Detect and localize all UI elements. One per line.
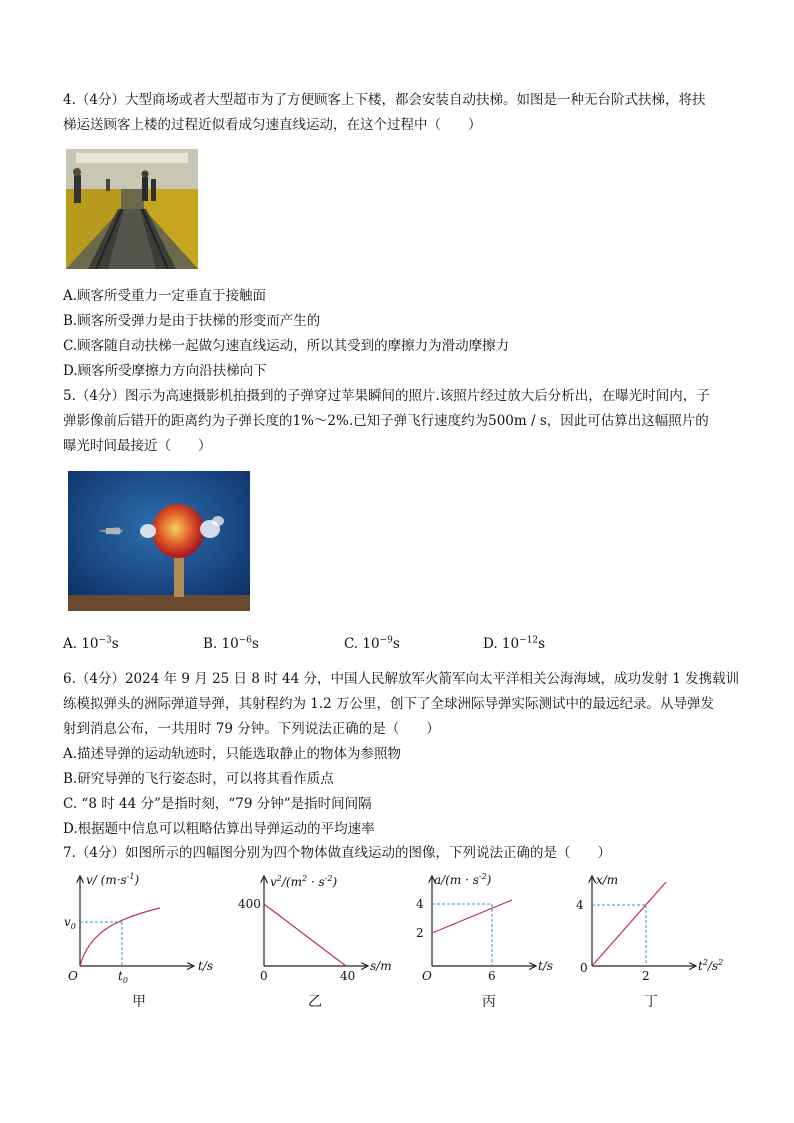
yi-x-tick: 40 <box>340 969 356 983</box>
jia-origin: O <box>68 969 78 983</box>
q4-option-c: C.顾客随自动扶梯一起做匀速直线运动，所以其受到的摩擦力为滑动摩擦力 <box>63 338 510 354</box>
ding-xlabel: $t^2/s^2$ <box>698 958 724 973</box>
ding-origin: 0 <box>580 961 588 975</box>
yi-xlabel: s/m <box>370 959 392 973</box>
jia-ylabel: v/ $(m\cdot s^{-1})$ <box>86 872 140 887</box>
q7-stem: 7.（4分）如图所示的四幅图分别为四个物体做直线运动的图像，下列说法正确的是（ ） <box>63 845 611 861</box>
q6-stem-line1: 6.（4分）2024 年 9 月 25 日 8 时 44 分，中国人民解放军火箭军向太平洋相关公海海域，成功发射 1 发携载训 <box>63 671 740 687</box>
bing-y-tick-4: 4 <box>416 897 424 911</box>
jia-xlabel: t/s <box>198 959 214 973</box>
q4-stem-line1: 4.（4分）大型商场或者大型超市为了方便顾客上下楼，都会安装自动扶梯。如图是一种无台阶式扶梯，将扶 <box>63 92 706 108</box>
bing-x-tick: 6 <box>488 969 496 983</box>
bing-y-tick-2: 2 <box>416 926 424 940</box>
ding-x-tick: 2 <box>642 969 650 983</box>
bing-caption: 丙 <box>482 994 496 1010</box>
graph-bing <box>414 870 574 1010</box>
apple-bullet-photo <box>68 471 250 611</box>
q5-options <box>63 636 683 658</box>
q5-stem-line3: 曝光时间最接近（ ） <box>63 438 212 454</box>
q6-stem-line3: 射到消息公布，一共用时 79 分钟。下列说法正确的是（ ） <box>63 721 440 737</box>
yi-ylabel: $v^2/(m^2 \cdot s^{-2})$ <box>270 874 338 889</box>
q5-stem-line1: 5.（4分）图示为高速摄影机拍摄到的子弹穿过苹果瞬间的照片.该照片经过放大后分析出，在曝光时间内，子 <box>63 388 710 404</box>
q4-option-a: A.顾客所受重力一定垂直于接触面 <box>63 288 267 304</box>
jia-t0-mark: $t_0$ <box>118 969 128 985</box>
q6-stem-line2: 练模拟弹头的洲际弹道导弹，其射程约为 1.2 万公里，创下了全球洲际导弹实际测试中的最远纪录。从导弹发 <box>63 696 715 712</box>
q6-option-c: C. “8 时 44 分”是指时刻，“79 分钟”是指时间间隔 <box>63 796 372 812</box>
q5-option-b: B. $10^{-6}s$ <box>203 635 259 652</box>
jia-curve <box>80 908 160 966</box>
yi-line <box>264 904 346 966</box>
q4-stem-line2: 梯运送顾客上楼的过程近似看成匀速直线运动，在这个过程中（ ） <box>63 117 482 133</box>
yi-y-tick: 400 <box>238 897 261 911</box>
ding-line <box>592 882 666 966</box>
ding-y-tick: 4 <box>576 898 584 912</box>
yi-caption: 乙 <box>308 994 322 1010</box>
bing-xlabel: t/s <box>538 959 554 973</box>
bing-ylabel: $a/(m \cdot s^{-2})$ <box>434 872 492 887</box>
graph-jia <box>60 870 220 1010</box>
jia-caption: 甲 <box>132 994 146 1010</box>
ding-ylabel: x/m <box>596 873 619 887</box>
q4-option-d: D.顾客所受摩擦力方向沿扶梯向下 <box>63 363 267 379</box>
q6-option-b: B.研究导弹的飞行姿态时，可以将其看作质点 <box>63 771 334 787</box>
q6-option-d: D.根据题中信息可以粗略估算出导弹运动的平均速率 <box>63 821 375 837</box>
q5-option-c: C. $10^{-9}s$ <box>344 635 400 652</box>
q4-option-b: B.顾客所受弹力是由于扶梯的形变而产生的 <box>63 313 321 329</box>
bing-line <box>432 900 512 933</box>
yi-x-origin: 0 <box>260 969 268 983</box>
bing-origin: O <box>422 969 432 983</box>
jia-v0-mark: $v_0$ <box>64 915 76 931</box>
escalator-photo <box>66 149 198 269</box>
q5-option-a: A. $10^{-3}s$ <box>63 635 119 652</box>
q5-option-d: D. $10^{-12}s$ <box>483 635 546 652</box>
graph-yi <box>236 870 401 1010</box>
graph-ding <box>574 870 734 1010</box>
q6-option-a: A.描述导弹的运动轨迹时，只能选取静止的物体为参照物 <box>63 746 402 762</box>
q5-stem-line2: 弹影像前后错开的距离约为子弹长度的1%～2%.已知子弹飞行速度约为500m / s，因此可估算出这幅照片的 <box>63 413 709 429</box>
ding-caption: 丁 <box>644 994 658 1010</box>
